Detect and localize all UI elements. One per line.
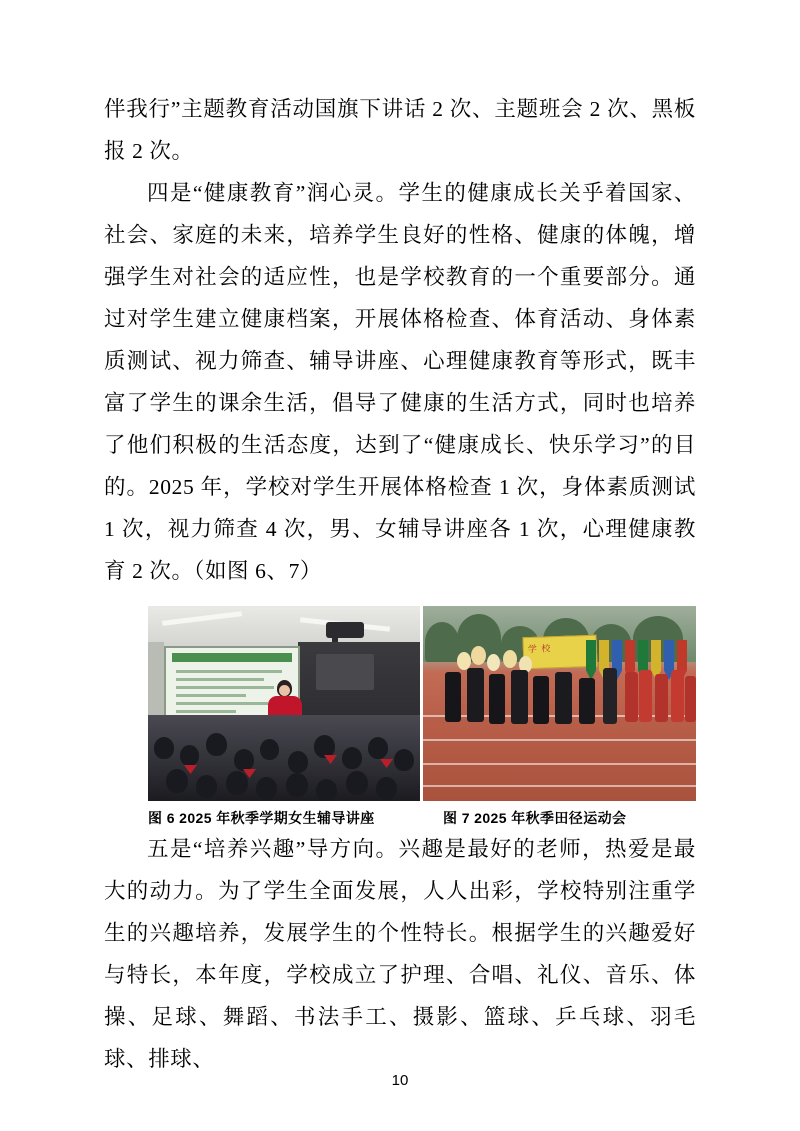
figure-7-caption: 图 7 2025 年秋季田径运动会 (443, 810, 627, 826)
audience-crowd (148, 715, 420, 801)
figure-block (104, 606, 696, 828)
figure-6-caption: 图 6 2025 年秋季学期女生辅导讲座 (148, 810, 375, 826)
paragraph-3: 五是“培养兴趣”导方向。兴趣是最好的老师，热爱是最大的动力。为了学生全面发展，人人出彩，学校特别注重学生的兴趣培养，发展学生的个性特长。根据学生的兴趣爱好与特长，本年度，学校成立了护理、合唱、礼仪、音乐、体操、足球、舞蹈、书法手工、摄影、篮球、乒乓球、羽毛球、排球、 (104, 837, 696, 1071)
page-number: 10 (391, 1072, 409, 1089)
figure-6-image (148, 606, 420, 801)
figure-7-image (423, 606, 696, 801)
figure-images (148, 606, 696, 801)
paragraph-1: 伴我行”主题教育活动国旗下讲话 2 次、主题班会 2 次、黑板报 2 次。 (104, 97, 696, 163)
paragraph-2: 四是“健康教育”润心灵。学生的健康成长关乎着国家、社会、家庭的未来，培养学生良好的性格、健康的体魄，增强学生对社会的适应性，也是学校教育的一个重要部分。通过对学生建立健康档案，开展体格检查、体育活动、身体素质测试、视力筛查、辅导讲座、心理健康教育等形式，既丰富了学生的课余生活，倡导了健康的生活方式，同时也培养了他们积极的生活态度，达到了“健康成长、快乐学习”的目的。2025 年，学校对学生开展体格检查 1 次，身体素质测试 1 次，视力筛查 4 次，男、女辅导讲座各 1 次，心理健康教育 2 次。（如图 6、7） (104, 181, 696, 583)
page-content (104, 88, 696, 1080)
projector-icon (326, 622, 364, 638)
event-banner: 学 校 (522, 635, 597, 670)
figure-captions (148, 808, 696, 828)
